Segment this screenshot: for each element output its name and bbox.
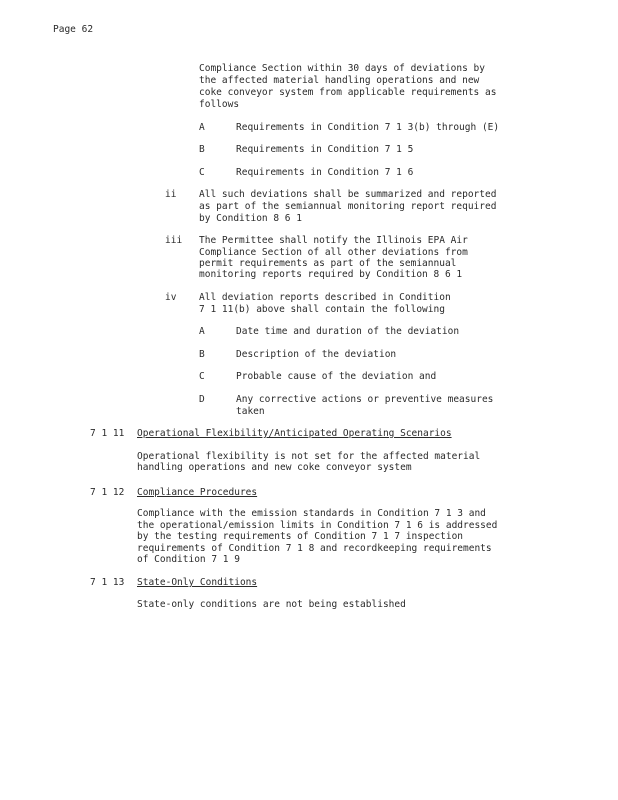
section-body-line: the operational/emission limits in Condition 7 1 6 is addressed [137, 520, 498, 531]
paragraph-line: permit requirements as part of the semiannual [199, 258, 457, 269]
list-marker: A [199, 122, 205, 133]
top-block-line: the affected material handling operations and new [199, 75, 480, 86]
section-body-line: of Condition 7 1 9 [137, 554, 240, 565]
section-body-line: Operational flexibility is not set for the affected material [137, 451, 481, 462]
paragraph-line: The Permittee shall notify the Illinois EPA Air [199, 235, 468, 246]
section-heading: Compliance Procedures [137, 487, 258, 498]
roman-marker: ii [165, 189, 177, 200]
list-item: Description of the deviation [236, 349, 397, 360]
list-marker: B [199, 144, 205, 155]
section-number: 7 1 12 [90, 487, 125, 498]
top-block-line: Compliance Section within 30 days of deviations by [199, 63, 485, 74]
roman-marker: iii [165, 235, 183, 246]
paragraph-line: as part of the semiannual monitoring report required [199, 201, 497, 212]
section-body-line: requirements of Condition 7 1 8 and recordkeeping requirements [137, 543, 492, 554]
list-marker: B [199, 349, 205, 360]
section-body-line: State-only conditions are not being established [137, 599, 406, 610]
list-item: Any corrective actions or preventive measures [236, 394, 494, 405]
page-label: Page 62 [53, 24, 94, 35]
list-item: Requirements in Condition 7 1 6 [236, 167, 414, 178]
list-marker: D [199, 394, 205, 405]
top-block-line: follows [199, 99, 240, 110]
section-body-line: handling operations and new coke conveyor system [137, 462, 412, 473]
top-block-line: coke conveyor system from applicable requirements as [199, 87, 497, 98]
paragraph-line: by Condition 8 6 1 [199, 213, 302, 224]
list-item: Probable cause of the deviation and [236, 371, 437, 382]
section-body-line: by the testing requirements of Condition 7 1 7 inspection [137, 531, 464, 542]
list-item: Requirements in Condition 7 1 5 [236, 144, 414, 155]
list-marker: A [199, 326, 205, 337]
paragraph-line: 7 1 11(b) above shall contain the following [199, 304, 445, 315]
roman-marker: iv [165, 292, 177, 303]
paragraph-line: monitoring reports required by Condition 8 6 1 [199, 269, 463, 280]
section-heading: Operational Flexibility/Anticipated Operating Scenarios [137, 428, 452, 439]
list-marker: C [199, 167, 205, 178]
paragraph-line: All deviation reports described in Condition [199, 292, 451, 303]
list-item: Requirements in Condition 7 1 3(b) through (E) [236, 122, 500, 133]
list-item: taken [236, 406, 265, 417]
section-number: 7 1 13 [90, 577, 125, 588]
section-body-line: Compliance with the emission standards in Condition 7 1 3 and [137, 508, 486, 519]
list-marker: C [199, 371, 205, 382]
paragraph-line: All such deviations shall be summarized and reported [199, 189, 497, 200]
section-number: 7 1 11 [90, 428, 125, 439]
list-item: Date time and duration of the deviation [236, 326, 460, 337]
paragraph-line: Compliance Section of all other deviations from [199, 247, 468, 258]
section-heading: State-Only Conditions [137, 577, 258, 588]
